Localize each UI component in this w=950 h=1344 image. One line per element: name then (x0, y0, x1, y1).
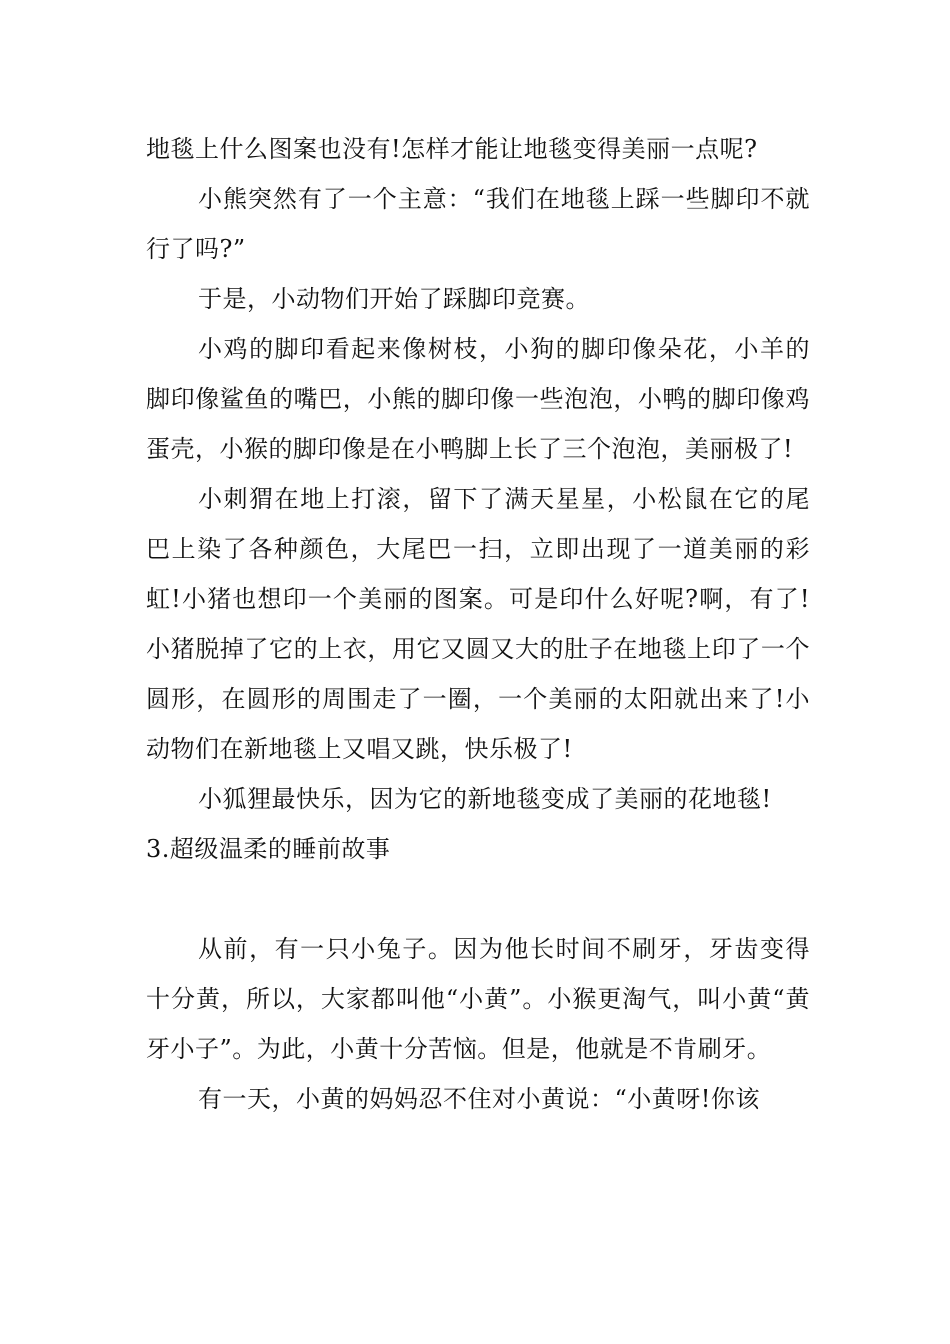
paragraph-footprint-contest: 于是，小动物们开始了踩脚印竞赛。 (198, 285, 590, 313)
document-body (146, 124, 810, 1124)
paragraph-fox-happy: 小狐狸最快乐，因为它的新地毯变成了美丽的花地毯! (198, 785, 772, 813)
paragraph-rabbit-intro: 从前，有一只小兔子。因为他长时间不刷牙，牙齿变得十分黄，所以，大家都叫他“小黄”。小猴更淘气，叫小黄“黄牙小子”。为此，小黄十分苦恼。但是，他就是不肯刷牙。 (146, 935, 810, 1063)
paragraph-bear-idea: 小熊突然有了一个主意：“我们在地毯上踩一些脚印不就行了吗?” (146, 185, 810, 263)
paragraph-footprints: 小鸡的脚印看起来像树枝，小狗的脚印像朵花，小羊的脚印像鲨鱼的嘴巴，小熊的脚印像一些泡泡，小鸭的脚印像鸡蛋壳，小猴的脚印像是在小鸭脚上长了三个泡泡，美丽极了! (146, 335, 810, 463)
paragraph-carpet-empty: 地毯上什么图案也没有!怎样才能让地毯变得美丽一点呢? (146, 135, 758, 163)
blank-line (146, 874, 810, 924)
paragraph-mother-speaks: 有一天，小黄的妈妈忍不住对小黄说：“小黄呀!你该 (198, 1085, 760, 1113)
paragraph-hedgehog-squirrel-pig: 小刺猬在地上打滚，留下了满天星星，小松鼠在它的尾巴上染了各种颜色，大尾巴一扫，立即出现了一道美丽的彩虹!小猪也想印一个美丽的图案。可是印什么好呢?啊，有了!小猪脱掉了它的上衣，用它又圆又大的肚子在地毯上印了一个圆形，在圆形的周围走了一圈，一个美丽的太阳就出来了!小动物们在新地毯上又唱又跳，快乐极了! (146, 485, 810, 763)
section-heading: 3.超级温柔的睡前故事 (146, 835, 391, 863)
